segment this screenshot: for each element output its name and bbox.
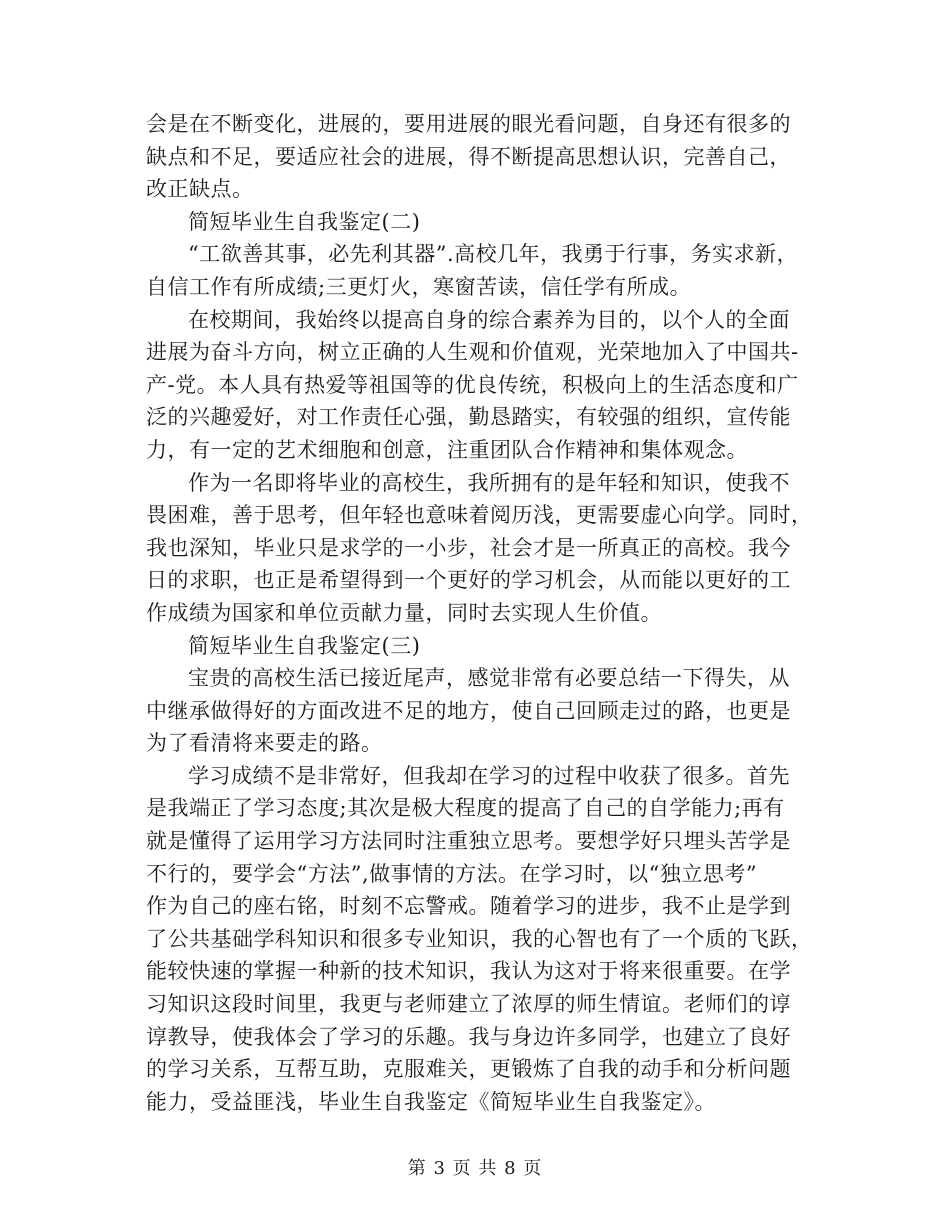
text-line: 改正缺点。 <box>146 177 254 202</box>
text-line: 泛的兴趣爱好，对工作责任心强，勤恳踏实，有较强的组织，宣传能 <box>146 405 791 430</box>
section-heading: 简短毕业生自我鉴定(三) <box>188 633 421 658</box>
text-line: 在校期间，我始终以提高自身的综合素养为目的，以个人的全面 <box>188 307 790 332</box>
text-line: 的学习关系，互帮互助，克服难关，更锻炼了自我的动手和分析问题 <box>146 1057 791 1082</box>
text-line: 习知识这段时间里，我更与老师建立了浓厚的师生情谊。老师们的谆 <box>146 992 791 1017</box>
document-body <box>146 108 826 1118</box>
text-line: 畏困难，善于思考，但年轻也意味着阅历浅，更需要虚心向学。同时， <box>146 503 813 528</box>
text-line: 不行的，要学会“方法”,做事情的方法。在学习时，以“独立思考” <box>146 861 758 886</box>
text-line: 力，有一定的艺术细胞和创意，注重团队合作精神和集体观念。 <box>146 437 748 462</box>
text-line: 会是在不断变化，进展的，要用进展的眼光看问题，自身还有很多的 <box>146 112 791 136</box>
text-line: 作成绩为国家和单位贡献力量，同时去实现人生价值。 <box>146 600 662 625</box>
text-line: 能较快速的掌握一种新的技术知识，我认为这对于将来很重要。在学 <box>146 959 791 984</box>
text-line: 谆教导，使我体会了学习的乐趣。我与身边许多同学，也建立了良好 <box>146 1024 791 1049</box>
text-line: 自信工作有所成绩;三更灯火，寒窗苦读，信任学有所成。 <box>146 274 692 299</box>
text-line: 就是懂得了运用学习方法同时注重独立思考。要想学好只埋头苦学是 <box>146 829 791 854</box>
page-footer: 第 3 页 共 8 页 <box>407 1158 543 1179</box>
text-line: 中继承做得好的方面改进不足的地方，使自己回顾走过的路，也更是 <box>146 698 791 723</box>
text-line: 了公共基础学科知识和很多专业知识，我的心智也有了一个质的飞跃， <box>146 926 813 951</box>
text-line: 能力，受益匪浅，毕业生自我鉴定《简短毕业生自我鉴定》。 <box>146 1089 716 1114</box>
text-line: 为了看清将来要走的路。 <box>146 731 383 756</box>
text-line: 作为一名即将毕业的高校生，我所拥有的是年轻和知识，使我不 <box>188 470 790 495</box>
text-line: 产-党。本人具有热爱等祖国等的优良传统，积极向上的生活态度和广 <box>146 372 799 397</box>
text-line: “工欲善其事，必先利其器”.高校几年，我勇于行事，务实求新， <box>188 242 799 267</box>
text-line: 学习成绩不是非常好，但我却在学习的过程中收获了很多。首先 <box>188 763 790 788</box>
text-line: 进展为奋斗方向，树立正确的人生观和价值观，光荣地加入了中国共- <box>146 340 799 365</box>
section-heading: 简短毕业生自我鉴定(二) <box>188 209 421 234</box>
text-line: 我也深知，毕业只是求学的一小步，社会才是一所真正的高校。我今 <box>146 535 791 560</box>
text-line: 作为自己的座右铭，时刻不忘警戒。随着学习的进步，我不止是学到 <box>146 894 791 919</box>
text-line: 是我端正了学习态度;其次是极大程度的提高了自己的自学能力;再有 <box>146 796 785 821</box>
text-line: 缺点和不足，要适应社会的进展，得不断提高思想认识，完善自己， <box>146 144 791 169</box>
text-line: 日的求职，也正是希望得到一个更好的学习机会，从而能以更好的工 <box>146 568 791 593</box>
text-line: 宝贵的高校生活已接近尾声，感觉非常有必要总结一下得失，从 <box>188 666 790 691</box>
